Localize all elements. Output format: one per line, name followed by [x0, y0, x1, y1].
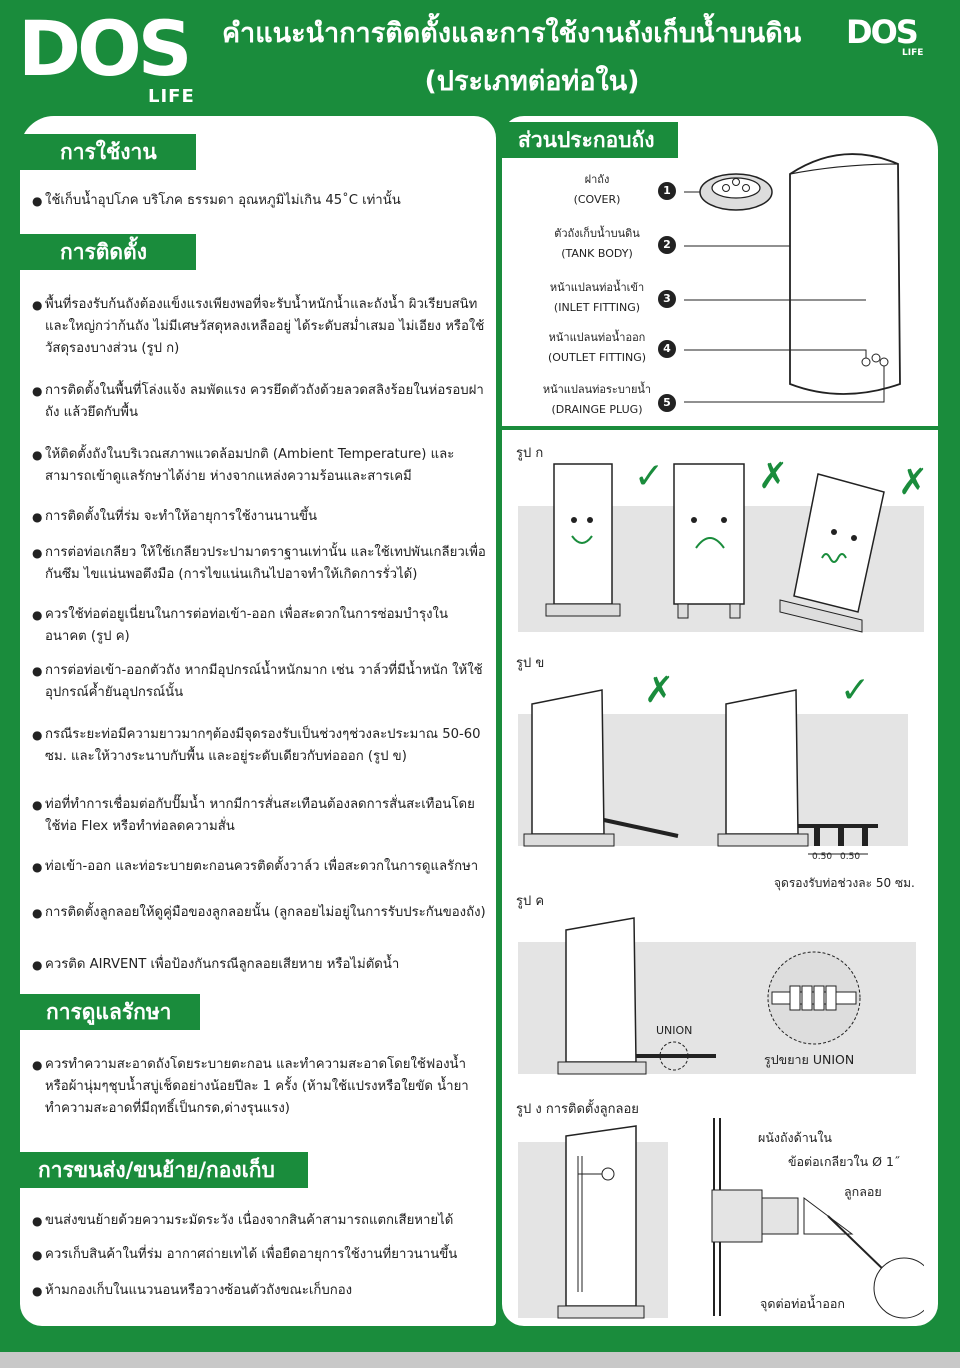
union-label: UNION — [656, 1024, 693, 1037]
install-item: ● การต่อท่อเกลียว ให้ใช้เกลียวประปามาตราฐานเท่านั้น และใช้เทปพันเกลียวเพื่อกันซึม ไขแน่นพอตึงมือ (การไขแน่นเกินไปอาจทำให้เกิดการรั่วได้) — [32, 542, 488, 586]
brand-logo: DOS — [18, 4, 189, 93]
thread-label: ข้อต่อเกลียวใน Ø 1˝ — [788, 1154, 901, 1169]
instructions-panel — [20, 116, 496, 1326]
part-number-4: 4 — [658, 340, 676, 358]
install-item: ● การติดตั้งในพื้นที่โล่งแจ้ง ลมพัดแรง ควรยึดตัวถังด้วยลวดสลิงร้อยในห่อรอบฝาถัง แล้วยึดกับพื้น — [32, 380, 488, 424]
figure-c-label: รูป ค — [516, 894, 545, 909]
install-item: ● การติดตั้งในที่ร่ม จะทำให้อายุการใช้งานนานขึ้น — [32, 506, 488, 528]
part-label-cover: ฝาถัง (COVER) — [573, 173, 621, 206]
install-title: การติดตั้ง — [20, 234, 196, 270]
install-item: ● ท่อเข้า-ออก และท่อระบายตะกอนควรติดตั้งวาล์ว เพื่อสะดวกในการดูแลรักษา — [32, 856, 488, 878]
float-label: ลูกลอย — [844, 1184, 882, 1199]
check-icon: ✓ — [634, 456, 665, 497]
part-label-inlet: หน้าแปลนท่อน้ำเข้า (INLET FITTING) — [549, 281, 645, 314]
dimension-label: 0.50 — [840, 852, 861, 862]
divider — [502, 426, 938, 430]
support-note: จุดรองรับท่อช่วงละ 50 ซม. — [774, 876, 915, 890]
figure-a-label: รูป ก — [516, 446, 544, 461]
parts-title: ส่วนประกอบถัง — [502, 122, 678, 158]
figure-a-diagram — [518, 452, 924, 642]
wall-label: ผนังถังด้านใน — [758, 1130, 832, 1145]
part-number-2: 2 — [658, 236, 676, 254]
care-item: ● ควรทำความสะอาดถังโดยระบายตะกอน และทำความสะอาดโดยใช้ฟองน้ำหรือผ้านุ่มๆชุบน้ำสบู่เช็ดอย่างน้อยปีละ 1 ครั้ง (ห้ามใช้แปรงหรือใยขัด น้ำยาทำความสะอาดที่มีฤทธิ์เป็นกรด,ด่างรุนแรง) — [32, 1054, 488, 1120]
install-item: ● ควรติด AIRVENT เพื่อป้องกันกรณีลูกลอยเสียหาย หรือไม่ตัดน้ำ — [32, 954, 488, 976]
part-label-body: ตัวถังเก็บน้ำบนดิน (TANK BODY) — [554, 227, 640, 260]
transport-item: ● ขนส่งขนย้ายด้วยความระมัดระวัง เนื่องจากสินค้าสามารถแตกเสียหายได้ — [32, 1210, 488, 1232]
page-title: คำแนะนำการติดตั้งและการใช้งานถังเก็บน้ำบนดิน — [222, 18, 802, 49]
outlet-label: จุดต่อท่อน้ำออก — [760, 1296, 845, 1311]
install-item: ● ให้ติดตั้งถังในบริเวณสภาพแวดล้อมปกติ (Ambient Temperature) และสามารถเข้าดูแลรักษาได้ง่าย ห่างจากแหล่งความร้อนและสารเคมี — [32, 444, 488, 488]
install-item: ● พื้นที่รองรับก้นถังต้องแข็งแรงเพียงพอที่จะรับน้ำหนักน้ำและถังน้ำ ผิวเรียบสนิท และใหญ่กว่าก้นถัง ไม่มีเศษวัสดุหลงเหลืออยู่ ได้ระดับสม่ำเสมอ ไม่เอียง หรือใช้วัสดุรองบางส่วน (รูป ก) — [32, 294, 488, 360]
check-icon: ✓ — [840, 670, 871, 711]
figure-b-diagram — [518, 684, 924, 866]
figure-c-diagram — [518, 916, 924, 1080]
tank-parts-diagram — [672, 146, 938, 426]
install-item: ● กรณีระยะท่อมีความยาวมากๆต้องมีจุดรองรับเป็นช่วงๆช่วงละประมาณ 50-60 ซม. และให้วางระนาบกับพื้น และอยู่ระดับเดียวกับท่อออก (รูป ข) — [32, 724, 488, 768]
usage-title: การใช้งาน — [20, 134, 196, 170]
cross-icon: ✗ — [898, 462, 929, 503]
transport-item: ● ควรเก็บสินค้าในที่ร่ม อากาศถ่ายเทได้ เพื่อยืดอายุการใช้งานที่ยาวนานขึ้น — [32, 1244, 488, 1266]
part-label-outlet: หน้าแปลนท่อน้ำออก (OUTLET FITTING) — [547, 331, 647, 364]
transport-item: ● ห้ามกองเก็บในแนวนอนหรือวางซ้อนตัวถังขณะเก็บกอง — [32, 1280, 488, 1302]
union-zoom-label: รูปขยาย UNION — [764, 1052, 855, 1067]
usage-item: ● ใช้เก็บน้ำอุปโภค บริโภค ธรรมดา อุณหภูมิไม่เกิน 45˚C เท่านั้น — [32, 190, 488, 212]
header — [0, 0, 960, 118]
install-item: ● การติดตั้งลูกลอยให้ดูคู่มือของลูกลอยนั้น (ลูกลอยไม่อยู่ในการรับประกันของถัง) — [32, 902, 488, 924]
install-item: ● ควรใช้ท่อต่อยูเนี่ยนในการต่อท่อเข้า-ออก เพื่อสะดวกในการซ่อมบำรุงในอนาคต (รูป ค) — [32, 604, 488, 648]
install-item: ● ท่อที่ทำการเชื่อมต่อกับปั๊มน้ำ หากมีการสั่นสะเทือนต้องลดการสั่นสะเทือนโดยใช้ท่อ Flex หรือทำท่อลดความสั่น — [32, 794, 488, 838]
figure-b-label: รูป ข — [516, 656, 545, 671]
install-item: ● การต่อท่อเข้า-ออกตัวถัง หากมีอุปกรณ์น้ำหนักมาก เช่น วาล์วที่มีน้ำหนัก ให้ใช้อุปกรณ์ค้ำยันอุปกรณ์นั้น — [32, 660, 488, 704]
diagram-panel — [502, 116, 938, 1326]
part-number-3: 3 — [658, 290, 676, 308]
cross-icon: ✗ — [758, 456, 789, 497]
figure-d-label: รูป ง การติดตั้งลูกลอย — [516, 1102, 639, 1117]
brand-logo-sub: LIFE — [148, 86, 195, 107]
part-number-5: 5 — [658, 394, 676, 412]
care-title: การดูแลรักษา — [20, 994, 200, 1030]
page-subtitle: (ประเภทต่อท่อใน) — [424, 66, 640, 97]
footer-strip — [0, 1352, 960, 1368]
dimension-label: 0.50 — [812, 852, 833, 862]
part-number-1: 1 — [658, 182, 676, 200]
cross-icon: ✗ — [644, 670, 675, 711]
transport-title: การขนส่ง/ขนย้าย/กองเก็บ — [20, 1152, 308, 1188]
brand-logo-small-sub: LIFE — [902, 48, 924, 58]
part-label-drain: หน้าแปลนท่อระบายน้ำ (DRAINGE PLUG) — [542, 383, 652, 416]
figure-d-diagram — [518, 1116, 924, 1322]
brand-logo-small: DOS — [846, 13, 917, 51]
